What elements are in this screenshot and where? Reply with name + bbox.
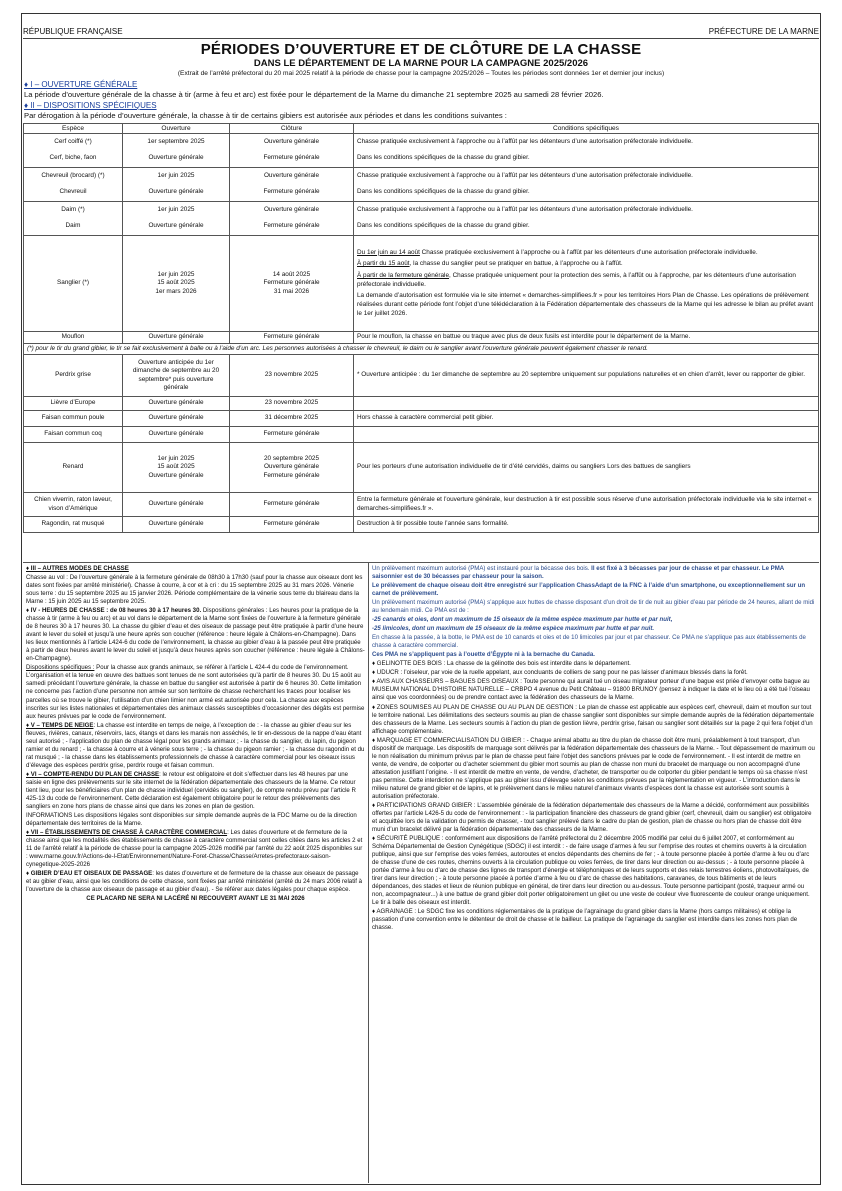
cloture-cell: Fermeture générale [230,219,354,236]
ouverture-cell [123,236,230,332]
table-row [24,397,819,411]
espece-cell: Perdrix grise [24,355,123,397]
cloture-cell: Fermeture générale [230,493,354,517]
table-row [24,202,819,219]
section2-text: Par dérogation à la période d’ouverture générale, la chasse à tir de certains gibiers est autorisée aux périodes et dans les conditions suivantes : [24,111,507,120]
rule-para: Chasse au vol : De l’ouverture générale à la fermeture générale de 08h30 à 17h30 (sauf pour la chasse aux oiseaux dont les dates sont fixées par arrêté ministériel). Chasse à courre, à cor et à cri : du 15 septembre 2025 au 31 mars 2026. Vénerie sous terre : du 15 septembre 2025 au 15 janvier 2026. Période complémentaire de la vénerie sous terre du blaireau dans la Marne : 15 juin 2025 au 15 septembre 2025. [26,574,363,606]
final-notice: CE PLACARD NE SERA NI LACÉRÉ NI RECOUVERT AVANT LE 31 MAI 2026 [86,895,305,903]
rule-para: ♦ AGRAINAGE : Le SDGC fixe les conditions réglementaires de la pratique de l’agrainage du grand gibier dans la Marne (hors camps militaires) et oblige la passation d’une convention entre le détenteur de droit de chasse et le bailleur. La pratique de l’agrainage du sanglier est interdite dans les zones hors plan de chasse. [372,908,798,932]
espece-cell: Mouflon [24,332,123,344]
republic-label: RÉPUBLIQUE FRANÇAISE [23,27,123,36]
espece-cell: Faisan commun poule [24,411,123,427]
ouverture-cell: Ouverture générale [123,427,230,443]
cloture-cell: Fermeture générale [230,151,354,168]
rule-para [26,829,365,869]
rule-para [26,664,365,720]
cloture-cell: 23 novembre 2025 [230,397,354,411]
pma-para: Le prélèvement de chaque oiseau doit être enregistré sur l’application ChassAdapt de la FNC à l’aide d’un smartphone, ou exceptionnellement sur un carnet de prélèvement. [372,582,806,598]
pma-para: Ces PMA ne s’appliquent pas à l’ouette d’Égypte ni à la bernache du Canada. [372,651,595,659]
cloture-date: 31 mai 2026 [273,287,310,295]
cloture-cell: Ouverture générale [230,134,354,151]
espece-cell: Faisan commun coq [24,427,123,443]
cloture-cell: 23 novembre 2025 [230,355,354,397]
table-row [24,427,819,443]
table-header [24,124,819,134]
pma-para: Un prélèvement maximum autorisé (PMA) s’applique aux huttes de chasse disposant d’un droit de tir de nuit au gibier d’eau par période de 24 heures, allant de midi au lendemain midi. Ce PMA est de : [372,599,815,615]
prefecture-label: PRÉFECTURE DE LA MARNE [708,27,819,36]
pma-para [372,565,816,581]
rule-heading: ♦ VI – COMPTE-RENDU DU PLAN DE CHASSE [26,770,160,778]
espece-cell: Chien viverrin, raton laveur, vison d’Amérique [24,493,123,517]
col-espece: Espèce [24,124,123,134]
col-ouverture: Ouverture [123,124,230,134]
cloture-date: Fermeture générale [263,279,320,287]
conditions-cell: Dans les conditions spécifiques de la chasse du grand gibier. [354,185,819,202]
section1-text: La période d’ouverture générale de la chasse à tir (arme à feu et arc) est fixée pour le département de la Marne du dimanche 21 septembre 2025 au samedi 28 février 2026. [24,90,604,99]
table-row [24,219,819,236]
rule-para [26,870,365,894]
espece-cell: Lièvre d’Europe [24,397,123,411]
conditions-cell: Chasse pratiquée exclusivement à l’approche ou à l’affût par les détenteurs d’une autorisation préfectorale individuelle. [354,134,819,151]
ouverture-date: 1er mars 2026 [155,287,197,295]
rule-heading: ♦ V – TEMPS DE NEIGE [26,721,94,729]
pma-text: Un prélèvement maximum autorisé (PMA) est instauré pour la bécasse des bois. [372,565,590,572]
ouverture-cell: Ouverture générale [123,493,230,517]
table-row-renard [24,443,819,493]
conditions-cell [354,397,819,411]
page-title: PÉRIODES D’OUVERTURE ET DE CLÔTURE DE LA CHASSE [200,41,642,58]
table-row [24,168,819,185]
rules-section [23,562,819,1183]
header-bar [23,26,819,39]
rule-para [26,722,365,770]
rule-text: Pour la chasse aux grands animaux, se référer à l’article L 424-4 du code de l’environnement. L’organisation et la tenue en œuvre des battues sont tenues de ne sont autorisées qu’à partir de 8 heures 30. Du 15 août au samedi précédant l’ouverture générale, la chasse en battue du sanglier est autorisée à partir de 6 heures 30. Cette limitation ne concerne pas l’action d’une personne non armée sur son territoire de chasse recherchant les traces pour localiser les parcelles où se trouve le gibier, l’utilisation d’un chien limier non armé est autorisée pour cela. La chasse aux espèces inscrites sur les listes nationales et départementales des animaux classés susceptibles d’occasionner des dégâts est permise aux heures prévues par le code de l’environnement. [26,664,365,720]
rule-para: ♦ MARQUAGE ET COMMERCIALISATION DU GIBIER : - Chaque animal abattu au titre du plan de chasse doit être muni, préalablement à tout transport, d’un dispositif de marquage. Les dispositifs de marquage sont délivrés par la fédération départementale des chasseurs de la Marne. - Tout dépassement de maximum ou le non réalisation du minimum prévus par le plan de chasse peut faire l’objet des sanctions prévues par le code de l’environnement. - Il est interdit de mettre en vente, de vendre, de colporter ou d’acheter sciemment du gibier mort soumis au plan de chasse non muni du bracelet de marquage ou non accompagné d’une attestation justifiant l’origine. - Il est interdit de mettre en vente, de vendre, d’acheter, de transporter ou de colporter du gibier pendant le temps où sa chasse n’est pas permise. Cette interdiction ne s’applique pas au gibier issu d’élevage selon les conditions prévues par la réglementation en vigueur. - L’introduction dans le milieu naturel de grand gibier et de lapins, et le prélèvement dans le milieu naturel d’animaux vivants d’espèces dont la chasse est autorisée sont soumis à autorisation préfectorale. [372,736,815,800]
table-row [24,332,819,344]
rule-para: INFORMATIONS Les dispositions légales sont disponibles sur simple demande auprès de la FDC Marne ou de la direction départementale des territoires de la Marne. [26,811,357,827]
rule-para: ♦ SÉCURITÉ PUBLIQUE : conformément aux dispositions de l’arrêté préfectoral du 2 décembre 2005 modifié par celui du 6 juillet 2007, et conformément au Schéma Départemental de Gestion Cynégétique (SDGC) il est interdit : - de faire usage d’armes à feu sur l’emprise des routes et chemins ouverts à la circulation publique, ainsi que sur l’emprise des voies ferrées, autoroutes et enclos dépendants des chemins de fer ; - à toute personne placée à portée d’arme à feu ou d’arc de chasse d’une de ces routes, chemins ouverts à la circulation publique ou voies ferrées, de tirer dans leur direction ou au-dessus ; - à toute personne placée à portée d’arme à feu ou d’arc de chasse des lignes de transport d’énergie et téléphoniques et de leurs supports et des relais terrestres éoliens, photovoltaïques, de tirer dans leur direction ; - à toute personne placée à portée d’arme à feu ou d’arc de chasse des habitations, caravanes, de tous bâtiments et de leurs dépendances, des stades et lieux de réunion publique en général, de tirer dans leur direction ou au-dessus. Toute personne participant (posté, traqueur armé ou non, accompagnateur...) à une battue de grand gibier doit porter obligatoirement un gilet ou une veste de couleur vive fluorescente de couleur orange uniquement. Le tir à balle des oiseaux est interdit. [372,835,810,907]
rule-text: : les dates d’ouverture et de fermeture de la chasse aux oiseaux de passage et au gibier d’eau, ainsi que les conditions de cette chasse, sont fixées par arrêté ministériel (arrêté du 24 mars 2006 relatif à l’ouverture de la chasse aux oiseaux de passage et au gibier d’eau). - Se référer aux dates légales pour chaque espèce. [26,870,363,894]
ouverture-cell: Ouverture générale [123,185,230,202]
condition-text: , la chasse du sanglier peut se pratiquer en battue, à l’approche ou à l’affût. [409,260,623,268]
espece-cell: Chevreuil (brocard) (*) [24,168,123,185]
rule-para: ♦ ZONES SOUMISES AU PLAN DE CHASSE OU AU PLAN DE GESTION : Le plan de chasse est applicable aux espèces cerf, chevreuil, daim et mouflon sur tout le territoire national. Les délimitations des secteurs soumis au plan de chasse sanglier sont disponibles sur simple demande auprès de la fédération départementale des chasseurs de la Marne. Les secteurs soumis à l’action du plan de gestion lièvre, perdrix grise, faisan ou sanglier sont détaillés sur la page 2 qui fera l’objet d’un affichage complémentaire. [372,703,815,735]
rule-heading: ♦ GIBIER D’EAU ET OISEAUX DE PASSAGE [26,870,153,878]
espece-cell: Sanglier (*) [24,236,123,332]
conditions-cell [354,236,819,332]
table-row [24,493,819,517]
table-footnote-row [24,343,819,355]
cloture-date: 14 août 2025 [272,270,311,278]
cloture-cell: Ouverture générale [230,168,354,185]
ouverture-date: 1er juin 2025 [157,454,195,462]
conditions-cell: Pour le mouflon, la chasse en battue ou traque avec plus de deux fusils est interdite pour le département de la Marne. [354,332,819,344]
espece-cell: Ragondin, rat musqué [24,517,123,533]
ouverture-date: 15 août 2025 [157,279,195,287]
rule-para: ♦ AVIS AUX CHASSEURS – BAGUES DES OISEAUX : Toute personne qui aurait tué un oiseau migrateur porteur d’une bague est priée d’envoyer cette bague au MUSEUM NATIONAL D’HISTOIRE NATURELLE – CRBPO 4 avenue du Petit Château – 91800 BRUNOY (pensez à indiquer la date et le lieu où a été tué l’oiseau ainsi que vos coordonnées) ou de prendre contact avec la fédération des chasseurs de la Marne. [372,678,810,702]
conditions-cell: Pour les porteurs d’une autorisation individuelle de tir d’été cervidés, daims ou sangliers Lors des battues de sangliers [354,443,819,493]
rule-heading: ♦ VII – ÉTABLISSEMENTS DE CHASSE À CARACTÈRE COMMERCIAL [26,829,228,836]
condition-text: Chasse pratiquée exclusivement à l’approche ou à l’affût par les détenteurs d’une autorisation préfectorale individuelle. [419,248,758,256]
ouverture-cell [123,443,230,493]
table-row [24,355,819,397]
ouverture-cell: 1er juin 2025 [123,168,230,185]
conditions-cell: Chasse pratiquée exclusivement à l’approche ou à l’affût par les détenteurs d’une autorisation préfectorale individuelle. [354,168,819,185]
ouverture-cell: Ouverture anticipée du 1er dimanche de septembre au 20 septembre* puis ouverture générale [123,355,230,397]
condition-period: Du 1er juin au 14 août [357,248,420,256]
cloture-cell: 31 décembre 2025 [230,411,354,427]
right-column [369,563,819,1183]
left-column [23,563,369,1183]
pma-para: En chasse à la passée, à la botte, le PMA est de 10 canards et oies et de 10 limicoles par jour et par chasseur. Ce PMA ne s’applique pas aux établissements de chasse à caractère commercial. [372,634,806,650]
cloture-cell: Fermeture générale [230,517,354,533]
table-row-sanglier [24,236,819,332]
cloture-cell [230,443,354,493]
espece-cell: Cerf coiffé (*) [24,134,123,151]
table-row [24,185,819,202]
ouverture-cell: Ouverture générale [123,397,230,411]
ouverture-cell: Ouverture générale [123,517,230,533]
ouverture-cell: 1er septembre 2025 [123,134,230,151]
espece-cell: Daim (*) [24,202,123,219]
rule-para [26,565,365,573]
rule-text: Dispositions générales : Les heures pour la pratique de la chasse à tir (arme à feu ou arc) et au vol dans le département de la Marne sont fixées de l’ouverture à la fermeture générale de 8 heures 30 à 17 heures 30. La chasse du gibier d’eau et des oiseaux de passage peut être pratiquée à partir d’une heure avant le lever du soleil et jusqu’à une heure après son coucher (référence : heure légale à Châlons-en-Champagne). Dans les lieux mentionnés à l’article L424-6 du code de l’environnement, la chasse au gibier d’eau à la passée peut être pratiquée à partir de deux heures avant le lever du soleil et jusqu’à deux heures après son coucher (référence : heure légale à Châlons-en-Champagne). [26,607,365,663]
cloture-cell: Ouverture générale [230,202,354,219]
espece-cell: Renard [24,443,123,493]
cloture-cell: Fermeture générale [230,185,354,202]
table-row [24,134,819,151]
ouverture-cell: Ouverture générale [123,219,230,236]
condition-period: À partir de la fermeture générale [357,272,450,280]
ouverture-date: 1er juin 2025 [157,270,195,278]
espece-cell: Cerf, biche, faon [24,151,123,168]
condition-para [357,272,815,289]
section2-heading: ♦ II – DISPOSITIONS SPÉCIFIQUES [24,101,157,110]
espece-cell: Daim [24,219,123,236]
condition-period: À partir du 15 août [357,260,410,268]
hunting-periods-table [23,123,819,533]
cloture-cell: Fermeture générale [230,427,354,443]
col-conditions: Conditions spécifiques [354,124,819,134]
ouverture-date: 15 août 2025 [157,463,195,471]
condition-para [357,260,815,269]
conditions-cell: Destruction à tir possible toute l’année sans formalité. [354,517,819,533]
rule-para: ♦ UDUCR : l’oiseleur, par voie de la ruelle appelant, aux concluants de colliers de sang pour ne pas laisser d’animaux blessés dans la forêt. [372,669,748,677]
decree-extract: (Extrait de l’arrêté préfectoral du 20 mai 2025 relatif à la période de chasse pour la campagne 2025/2026 – Toutes les périodes sont données 1er et dernier jour inclus) [177,70,665,77]
condition-para [357,249,815,258]
section1-heading: ♦ I – OUVERTURE GÉNÉRALE [24,80,138,89]
conditions-cell: * Ouverture anticipée : du 1er dimanche de septembre au 20 septembre uniquement sur populations naturelles et en chien d’arrêt, lever ou rapporter de gibier. [354,355,819,397]
rule-text: : La chasse est interdite en temps de neige, à l’exception de : - la chasse au gibier d’eau sur les fleuves, rivières, canaux, réservoirs, lacs, étangs et dans les marais non asséchés, le tir en-dessous de la nappe d’eau étant seul autorisé ; - l’application du plan de chasse légal pour les grands animaux ; - la chasse du sanglier, du lapin, du pigeon ramier et du renard ; - la chasse à courre et à vénerie sous terre ; - la chasse du pigeon ramier ; - la chasse du ragondin et du rat musqué ; - la chasse dans les établissements professionnels de chasse à caractère commercial pour les oiseaux issus d’élevage des espèces perdrix grise, perdrix rouge et faisan commun. [26,721,365,769]
pma-para: -25 limicoles, dont un maximum de 15 oiseaux de la même espèce maximum par hutte et par nuit. [372,625,655,633]
rule-text: : Les dates d’ouverture et de fermeture de la chasse ainsi que les modalités des établissements de chasse à caractère commercial sont celles citées dans les articles 2 et 11 de l’arrêté relatif à la période de chasse pour la campagne 2025-2026 modifié par l’arrêté du 22 août 2025 disponibles sur : www.marne.gouv.fr/Actions-de-l-Etat/Environnement/Nature-Foret-Chasse/Chasse/Arretes-prefectoraux-saison-cynegetique-2025-2026 [26,829,363,869]
rule-text: : le retour est obligatoire et doit s’effectuer dans les 48 heures par une saisie en ligne des prélèvements sur le site internet de la fédération départementale des chasseurs de la Marne. Ce retour tient lieu, pour les bénéficiaires d’un plan de chasse individuel (cervidés ou sanglier), de compte rendu prévu par l’article R 425-13 du code de l’environnement. Cette déclaration est également obligatoire pour le retour des prélèvements des sangliers en zone hors plans de chasse ainsi que dans les zones en plan de gestion. [26,770,356,810]
rule-heading: Dispositions spécifiques : [26,664,95,672]
conditions-cell: Chasse pratiquée exclusivement à l’approche ou à l’affût par les détenteurs d’une autorisation préfectorale individuelle. [354,202,819,219]
cloture-cell: Fermeture générale [230,332,354,344]
cloture-date: Fermeture générale [263,472,320,480]
table-row [24,151,819,168]
ouverture-cell: Ouverture générale [123,332,230,344]
cloture-cell [230,236,354,332]
condition-text: , Chasse pratiquée uniquement pour la protection des semis, à l’affût ou à l’approche, par les détenteurs d’une autorisation préfectorale individuelle. [357,272,796,288]
cloture-date: 20 septembre 2025 [263,454,320,462]
conditions-cell: Dans les conditions spécifiques de la chasse du grand gibier. [354,219,819,236]
rule-para [26,771,365,811]
page-subtitle: DANS LE DÉPARTEMENT DE LA MARNE POUR LA CAMPAGNE 2025/2026 [253,58,589,69]
rule-heading: ♦ IV - HEURES DE CHASSE : de 08 heures 30 à 17 heures 30. [26,607,202,615]
conditions-cell: Hors chasse à caractère commercial petit gibier. [354,411,819,427]
poster [21,13,821,1185]
ouverture-date: Ouverture générale [148,472,204,480]
conditions-cell: Entre la fermeture générale et l’ouverture générale, leur destruction à tir est possible sous réserve d’une autorisation préfectorale individuelle via le site internet « demarches-simplifiees.fr ». [354,493,819,517]
cloture-date: Ouverture générale [263,463,320,471]
ouverture-cell: Ouverture générale [123,151,230,168]
col-cloture: Clôture [230,124,354,134]
rule-para [26,607,365,663]
pma-text: Il est fixé à 3 bécasses par jour de chasse et par chasseur. Le PMA saisonnier est de 30 bécasses par chasseur pour la saison. [372,565,784,581]
rule-para: ♦ PARTICIPATIONS GRAND GIBIER : L’assemblée générale de la fédération départementale des chasseurs de la Marne a décidé, conformément aux possibilités offertes par l’article L426-5 du code de l’environnement : - la participation financière des chasseurs de grand gibier (cerf, chevreuil, daim ou sanglier) est obligatoire et acquittée lors de la validation du permis de chasser, - tout sanglier prélevé dans le cadre du plan de gestion, plan de chasse ou hors plan de chasse doit être muni d’un bracelet délivré par la fédération départementale des chasseurs de la Marne. [372,801,812,833]
conditions-cell [354,427,819,443]
condition-para: La demande d’autorisation est formulée via le site internet « demarches-simplifiees.fr » pour les territoires Hors Plan de Chasse. Les opérations de prélèvement réalisées durant cette période font l’objet d’une télédéclaration à la Fédération départementale des chasseurs de la Marne qui les adresse le bilan au préfet avant le 1er juillet 2026. [357,292,814,317]
espece-cell: Chevreuil [24,185,123,202]
pma-para: -25 canards et oies, dont un maximum de 15 oiseaux de la même espèce maximum par hutte et par nuit, [372,616,673,624]
conditions-cell: Dans les conditions spécifiques de la chasse du grand gibier. [354,151,819,168]
table-footnote: (*) pour le tir du grand gibier, le tir se fait exclusivement à balle ou à l’aide d’un arc. Les personnes autorisées à chasser le chevreuil, le daim ou le sanglier avant l’ouverture générale peuvent également chasser le renard. [24,343,819,355]
table-row [24,517,819,533]
rule-para: ♦ GELINOTTE DES BOIS : La chasse de la gélinotte des bois est interdite dans le département. [372,660,631,668]
ouverture-cell: 1er juin 2025 [123,202,230,219]
ouverture-cell: Ouverture générale [123,411,230,427]
rule-heading: ♦ III – AUTRES MODES DE CHASSE [26,565,129,572]
table-row [24,411,819,427]
